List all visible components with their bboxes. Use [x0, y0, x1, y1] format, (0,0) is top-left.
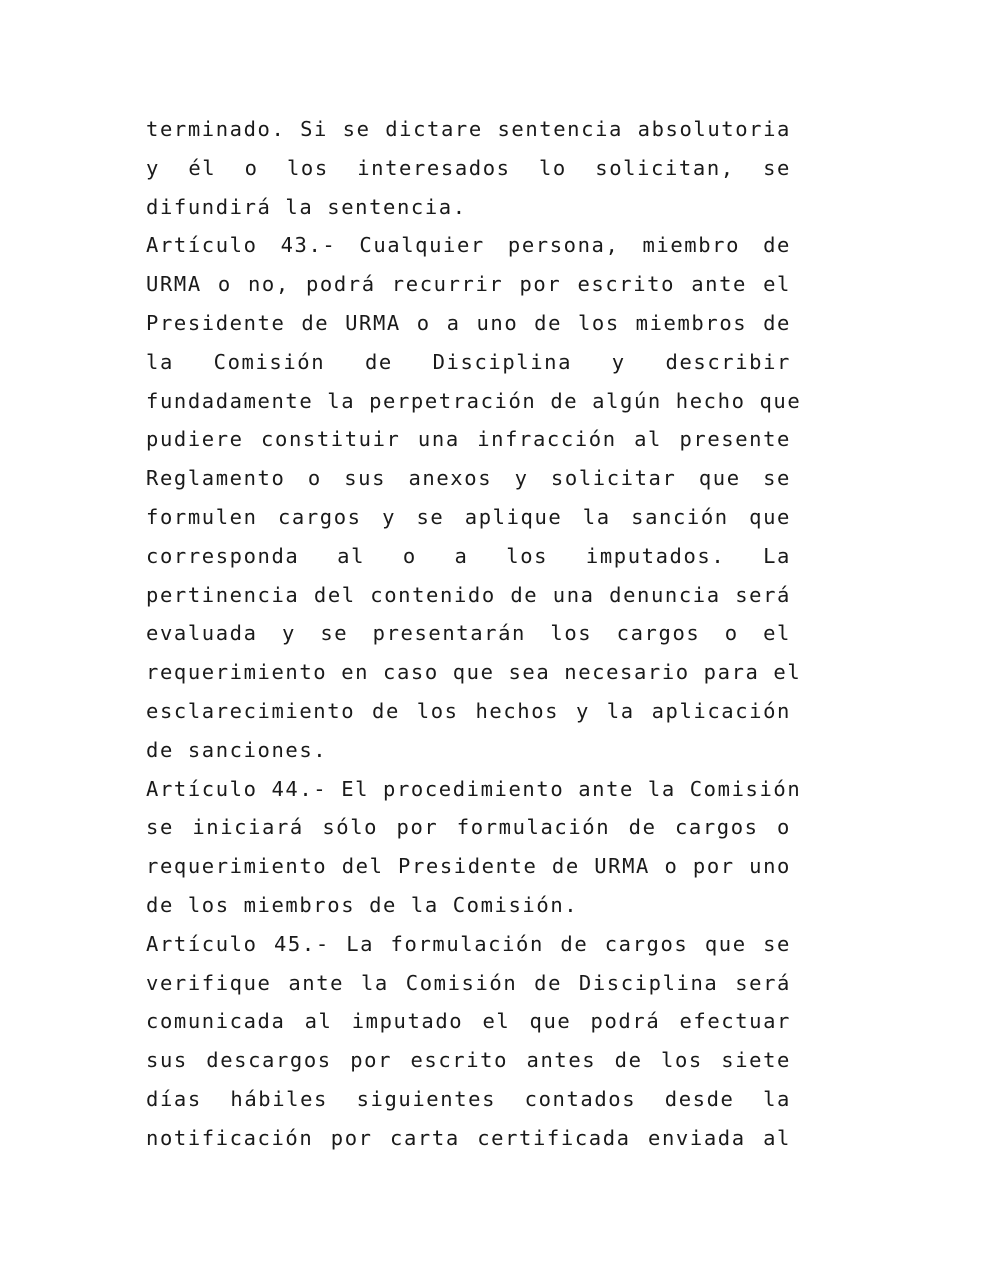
text-line: y él o los interesados lo solicitan, se	[146, 155, 791, 180]
text-line: evaluada y se presentarán los cargos o el	[146, 621, 791, 646]
text-line: Artículo 44.- El procedimiento ante la Comisión	[146, 776, 802, 801]
text-line: Artículo 43.- Cualquier persona, miembro de	[146, 233, 791, 258]
text-line: sus descargos por escrito antes de los siete	[146, 1048, 791, 1073]
text-line: de sanciones.	[146, 737, 328, 762]
text-line: URMA o no, podrá recurrir por escrito ante el	[146, 272, 791, 297]
text-line: verifique ante la Comisión de Disciplina será	[146, 970, 791, 995]
text-line: corresponda al o a los imputados. La	[146, 543, 791, 568]
text-line: Artículo 45.- La formulación de cargos que se	[146, 931, 791, 956]
text-line: formulen cargos y se aplique la sanción que	[146, 504, 791, 529]
text-line: Reglamento o sus anexos y solicitar que se	[146, 466, 791, 491]
text-line: de los miembros de la Comisión.	[146, 892, 579, 917]
text-line: días hábiles siguientes contados desde la	[146, 1086, 791, 1111]
text-line: pudiere constituir una infracción al presente	[146, 427, 791, 452]
document-body	[146, 110, 802, 1158]
text-line: comunicada al imputado el que podrá efectuar	[146, 1009, 791, 1034]
text-line: notificación por carta certificada enviada al	[146, 1125, 791, 1150]
text-line: fundadamente la perpetración de algún hecho que	[146, 388, 802, 413]
text-line: pertinencia del contenido de una denuncia será	[146, 582, 791, 607]
text-line: la Comisión de Disciplina y describir	[146, 349, 791, 374]
text-line: terminado. Si se dictare sentencia absolutoria	[146, 117, 791, 141]
text-line: se iniciará sólo por formulación de cargos o	[146, 815, 791, 840]
text-line: esclarecimiento de los hechos y la aplicación	[146, 698, 791, 723]
text-line: requerimiento en caso que sea necesario para el	[146, 660, 802, 685]
text-line: requerimiento del Presidente de URMA o por uno	[146, 854, 791, 879]
text-line: difundirá la sentencia.	[146, 194, 467, 219]
text-line: Presidente de URMA o a uno de los miembros de	[146, 310, 791, 335]
